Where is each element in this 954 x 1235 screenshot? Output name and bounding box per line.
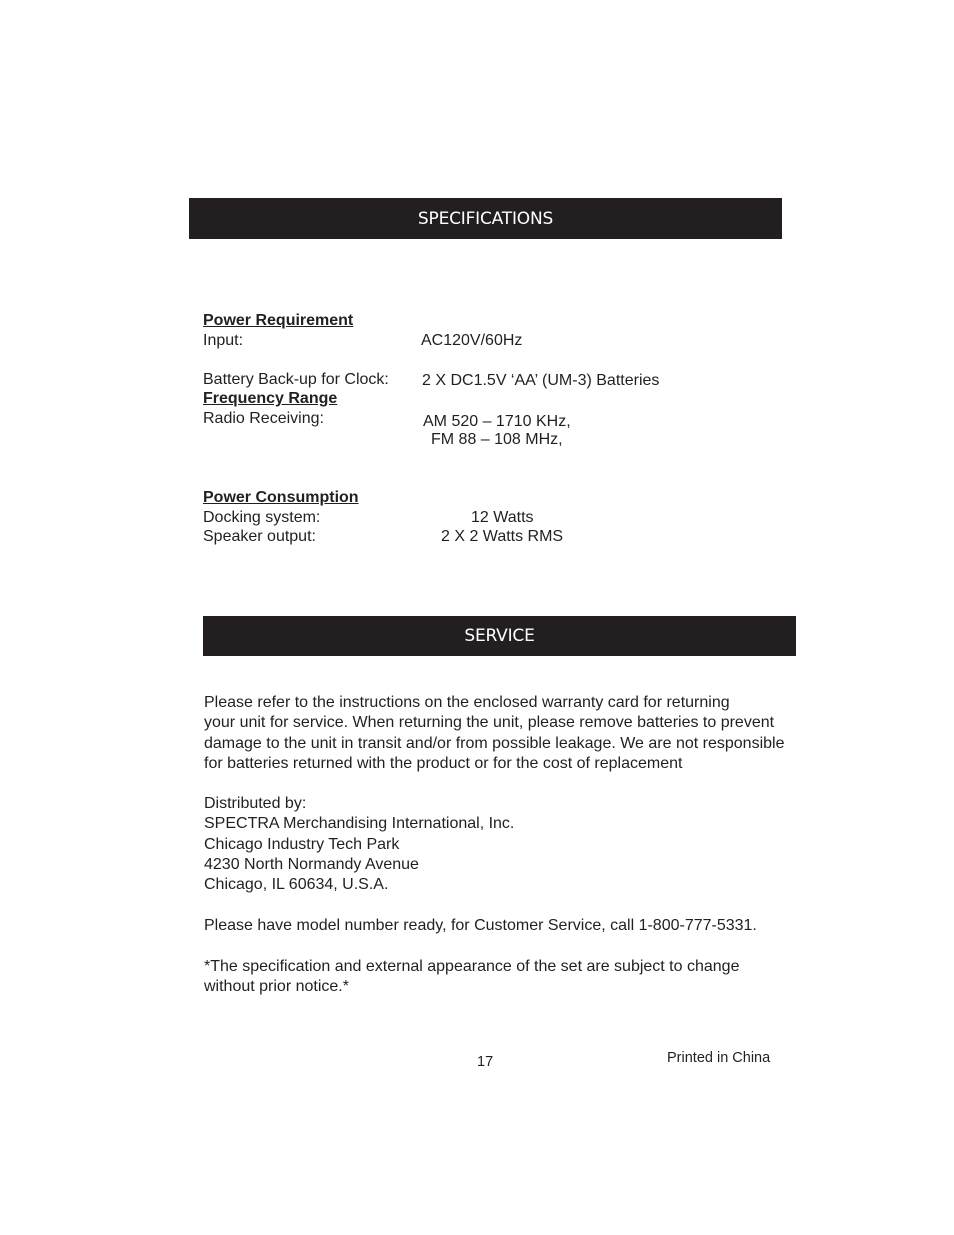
service-title: SERVICE bbox=[464, 626, 535, 646]
distributor-line: Chicago Industry Tech Park bbox=[204, 835, 400, 853]
battery-label: Battery Back-up for Clock: bbox=[203, 371, 389, 388]
battery-value: 2 X DC1.5V ‘AA’ (UM-3) Batteries bbox=[422, 372, 660, 389]
warranty-line: Please refer to the instructions on the enclosed warranty card for returning bbox=[204, 694, 730, 711]
printed-in-china: Printed in China bbox=[667, 1050, 771, 1066]
warranty-line: for batteries returned with the product or for the cost of replacement bbox=[204, 754, 683, 772]
change-notice bbox=[204, 957, 739, 998]
input-label: Input: bbox=[203, 332, 244, 349]
distributor-line: Distributed by: bbox=[204, 795, 307, 812]
warranty-line: your unit for service. When returning the unit, please remove batteries to prevent bbox=[204, 714, 775, 732]
am-range-value: AM 520 – 1710 KHz, bbox=[423, 413, 571, 430]
fm-range-value: FM 88 – 108 MHz, bbox=[431, 431, 563, 448]
frequency-range-heading: Frequency Range bbox=[203, 390, 338, 407]
distributor-address bbox=[204, 794, 514, 895]
warranty-paragraph bbox=[204, 693, 784, 774]
warranty-line: damage to the unit in transit and/or from possible leakage. We are not responsible bbox=[204, 734, 785, 752]
distributor-line: 4230 North Normandy Avenue bbox=[204, 855, 419, 873]
customer-service-line: Please have model number ready, for Customer Service, call 1-800-777-5331. bbox=[204, 917, 757, 934]
distributor-line: Chicago, IL 60634, U.S.A. bbox=[204, 876, 389, 894]
page-number: 17 bbox=[477, 1054, 494, 1070]
specifications-header bbox=[189, 198, 782, 239]
docking-system-label: Docking system: bbox=[203, 509, 321, 526]
specifications-title: SPECIFICATIONS bbox=[417, 208, 554, 229]
power-consumption-heading: Power Consumption bbox=[203, 489, 359, 506]
radio-receiving-label: Radio Receiving: bbox=[203, 410, 324, 427]
input-value: AC120V/60Hz bbox=[421, 332, 523, 349]
power-requirement-heading: Power Requirement bbox=[203, 312, 354, 329]
speaker-output-label: Speaker output: bbox=[203, 528, 316, 545]
notice-line: *The specification and external appearance of the set are subject to change bbox=[204, 958, 740, 975]
notice-line: without prior notice.* bbox=[204, 978, 349, 996]
distributor-line: SPECTRA Merchandising International, Inc. bbox=[204, 815, 515, 833]
docking-system-value: 12 Watts bbox=[471, 509, 534, 526]
service-header bbox=[203, 616, 796, 656]
speaker-output-value: 2 X 2 Watts RMS bbox=[441, 528, 564, 545]
